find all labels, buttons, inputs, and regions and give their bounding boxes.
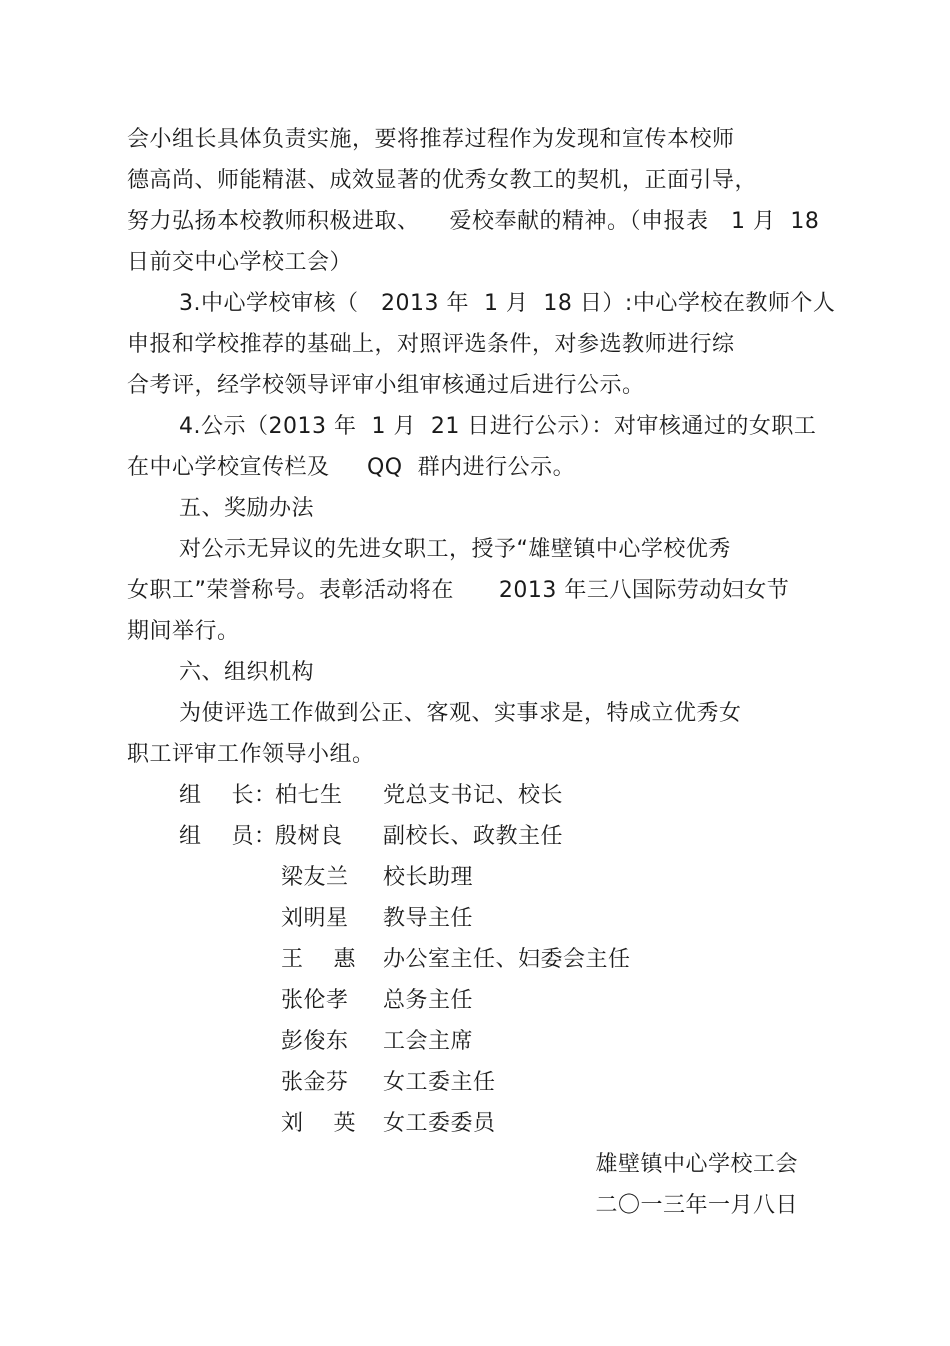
member-role: 教导主任 xyxy=(383,906,474,931)
member-name: 张金芬 xyxy=(281,1070,349,1095)
section5-text-line: 期间举行。 xyxy=(127,619,240,644)
section6-heading: 六、组织机构 xyxy=(179,660,315,685)
member-name: 张伦孝 xyxy=(281,988,349,1013)
leader-name: 柏七生 xyxy=(275,783,343,808)
body-text-line: 会小组长具体负责实施，要将推荐过程作为发现和宣传本校师 xyxy=(127,127,735,152)
leader-role: 党总支书记、校长 xyxy=(383,783,564,808)
body-text-line: 努力弘扬本校教师积极进取、 爱校奉献的精神。（申报表 1 月 18 xyxy=(127,209,820,234)
member-name: 刘 英 xyxy=(281,1111,356,1136)
member-name: 梁友兰 xyxy=(281,865,349,890)
member-role: 办公室主任、妇委会主任 xyxy=(383,947,631,972)
body-text-line: 日前交中心学校工会） xyxy=(127,250,353,275)
member-role: 女工委主任 xyxy=(383,1070,496,1095)
member-name: 王 惠 xyxy=(281,947,356,972)
step3-text-line: 合考评，经学校领导评审小组审核通过后进行公示。 xyxy=(127,373,645,398)
member-role: 副校长、政教主任 xyxy=(383,824,564,849)
member-name: 刘明星 xyxy=(281,906,349,931)
section5-text-line: 对公示无异议的先进女职工，授予“雄壁镇中心学校优秀 xyxy=(179,537,731,562)
section6-text-line: 职工评审工作领导小组。 xyxy=(127,742,375,767)
signature-date: 二〇一三年一月八日 xyxy=(595,1193,798,1218)
step3-text-line: 3.中心学校审核（ 2013 年 1 月 18 日）:中心学校在教师个人 xyxy=(179,291,836,316)
section5-heading: 五、奖励办法 xyxy=(179,496,315,521)
member-role: 女工委委员 xyxy=(383,1111,496,1136)
member-role: 工会主席 xyxy=(383,1029,474,1054)
section5-text-line: 女职工”荣誉称号。表彰活动将在 2013 年三八国际劳动妇女节 xyxy=(127,578,790,603)
step4-text-line: 4.公示（2013 年 1 月 21 日进行公示）：对审核通过的女职工 xyxy=(179,414,817,439)
member-name: 彭俊东 xyxy=(281,1029,349,1054)
step3-text-line: 申报和学校推荐的基础上，对照评选条件，对参选教师进行综 xyxy=(127,332,735,357)
body-text-line: 德高尚、师能精湛、成效显著的优秀女教工的契机，正面引导， xyxy=(127,168,758,193)
member-name: 殷树良 xyxy=(275,824,343,849)
step4-text-line: 在中心学校宣传栏及 QQ 群内进行公示。 xyxy=(127,455,576,480)
leader-label: 组 长： xyxy=(179,783,277,808)
signature-organization: 雄壁镇中心学校工会 xyxy=(595,1152,798,1177)
section6-text-line: 为使评选工作做到公正、客观、实事求是，特成立优秀女 xyxy=(179,701,742,726)
member-role: 校长助理 xyxy=(383,865,474,890)
member-role: 总务主任 xyxy=(383,988,474,1013)
member-label: 组 员： xyxy=(179,824,277,849)
